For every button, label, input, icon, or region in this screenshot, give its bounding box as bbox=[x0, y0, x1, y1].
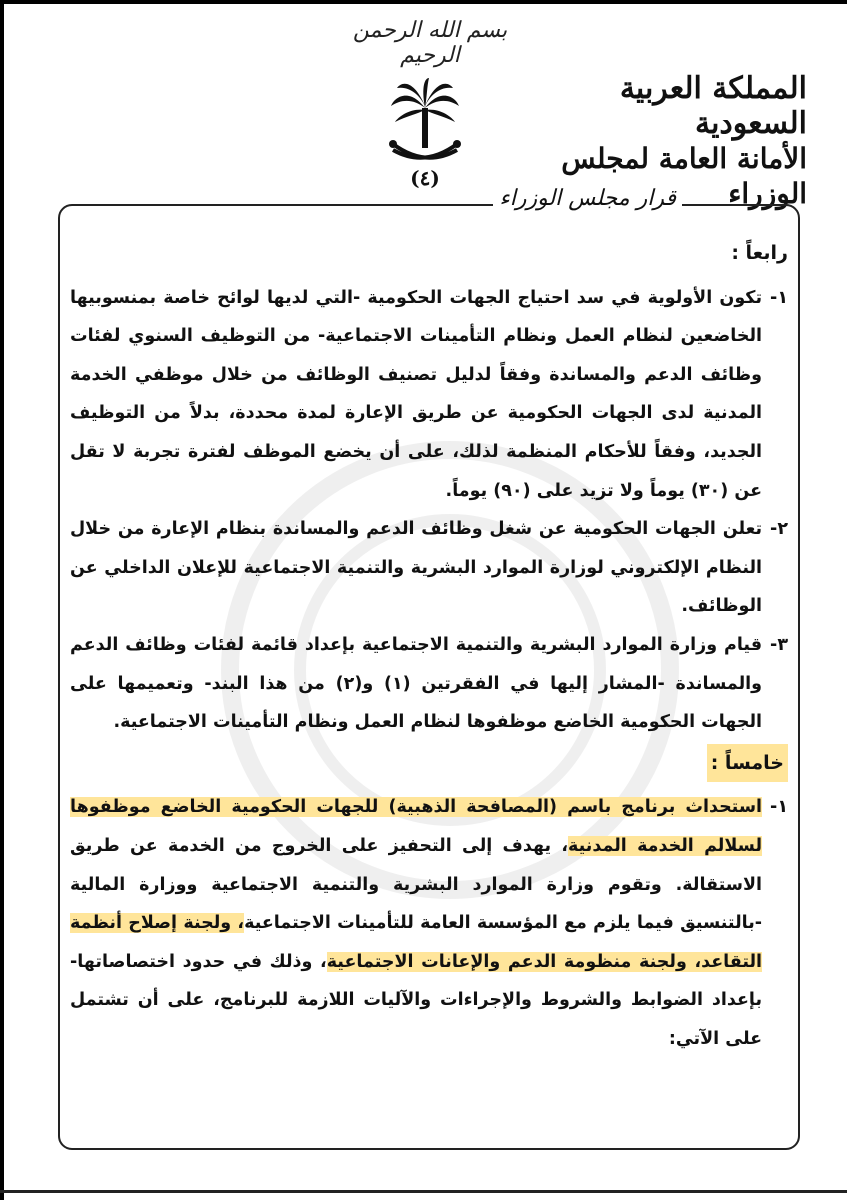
item-number: ٢- bbox=[770, 519, 788, 540]
bottom-border bbox=[0, 1190, 847, 1193]
item-text: قيام وزارة الموارد البشرية والتنمية الاجتماعية بإعداد قائمة لفئات وظائف الدعم والمساندة -المشار إليها في الفقرتين (١) و(٢) من هذا البند- وتعميمها على الجهات الحكومية الخاضع موظفوها لنظام العمل ونظام التأمينات الاجتماعية. bbox=[70, 634, 763, 733]
secretariat-title: الأمانة العامة لمجلس الوزراء bbox=[561, 142, 807, 210]
list-item bbox=[70, 788, 788, 1058]
section-four-heading: رابعاً : bbox=[731, 242, 788, 264]
list-item bbox=[70, 279, 788, 511]
item-text-part: ، وذلك في حدود اختصاصاتها- بإعداد الضوابط والشروط والإجراءات والآليات اللازمة للبرنامج، على أن تشتمل على الآتي: bbox=[70, 951, 763, 1049]
top-border bbox=[0, 0, 847, 4]
item-text: تكون الأولوية في سد احتياج الجهات الحكومية -التي لديها لوائح خاصة بمنسوبيها الخاضعين لنظام العمل ونظام التأمينات الاجتماعية- من التوظيف السنوي لفئات وظائف الدعم والمساندة وفقاً لدليل تصنيف الوظائف من خلال موظفي الخدمة المدنية لدى الجهات الحكومية عن طريق الإعارة لمدة محددة، بدلاً من التوظيف الجديد، وفقاً للأحكام المنظمة لذلك، على أن يخضع الموظف لفترة تجربة لا تقل عن (٣٠) يوماً ولا تزيد على (٩٠) يوماً. bbox=[70, 287, 763, 501]
kingdom-title: المملكة العربية السعودية bbox=[619, 71, 807, 141]
item-text: تعلن الجهات الحكومية عن شغل وظائف الدعم والمساندة بنظام الإعارة من خلال النظام الإلكتروني لوزارة الموارد البشرية والتنمية الاجتماعية للإعلان الداخلي عن الوظائف. bbox=[70, 519, 763, 617]
left-border bbox=[0, 0, 4, 1200]
item-number: ٣- bbox=[770, 634, 788, 655]
item-number: ١- bbox=[770, 287, 788, 308]
item-number: ١- bbox=[770, 797, 788, 818]
basmala: بسم الله الرحمن الرحيم bbox=[352, 18, 508, 68]
list-item bbox=[70, 626, 788, 742]
highlighted-text: ، ولجنة إصلاح أنظمة التقاعد، ولجنة منظومة الدعم والإعانات الاجتماعية bbox=[70, 913, 763, 972]
item-text bbox=[70, 788, 762, 1058]
highlighted-text: استحداث برنامج باسم (المصافحة الذهبية) للجهات الحكومية الخاضع موظفوها لسلالم الخدمة المدنية bbox=[70, 797, 763, 856]
saudi-emblem-icon bbox=[385, 78, 465, 178]
page-number: (٤) bbox=[410, 166, 440, 190]
document-body bbox=[70, 232, 788, 1058]
item-text-part: ، يهدف إلى التحفيز على الخروج من الخدمة عن طريق الاستقالة. وتقوم وزارة الموارد البشرية والتنمية الاجتماعية ووزارة المالية -بالتنسيق فيما يلزم مع المؤسسة العامة للتأمينات الاجتماعية bbox=[70, 835, 763, 934]
list-item bbox=[70, 510, 788, 626]
section-five-heading: خامساً : bbox=[707, 744, 788, 783]
decision-label: قرار مجلس الوزراء bbox=[493, 186, 682, 211]
